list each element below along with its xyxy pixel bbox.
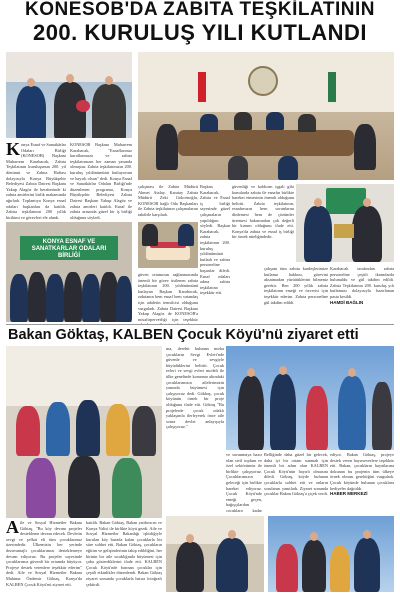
photo-meeting-room [138, 52, 394, 180]
article2-col2-text: katıldı. Bakan Göktaş, Bakan yardımcısı ve Konya Valisi ile birlikte köyü gezdi. Aile ve Sosyal Hizmetler Bakanlığı işbirliğiyle kurulan köy burada kalan çocuklarla bir süre sohbet etti. Bakan Göktaş, çocukların eğitim ve gelişimlerinin takip edildiğini, her birinin bir aile sıcaklığında büyümesi için çaba gösterdiklerini ifade etti. KALBEN Çocuk Köyü'nde barınan çocuklar için çeşitli etkinlikler düzenlendi. Bakan Göktaş ziyaret sonunda çocuklarla hatıra fotoğrafı çektirdi. [86, 520, 162, 587]
photo-minister-speech [166, 516, 264, 592]
headline-line-2: 200. KURULUŞ YILI KUTLANDI [32, 20, 368, 45]
article1-column-8 [330, 266, 394, 324]
article2-col6-text: ediyor. Bakan Göktaş, projeye destek veren hayırseverlere teşekkür etti. Bakan, çocukların hayatlarına dokunan bu projenin tüm ülkeye örnek olması gerektiğini vurguladı. Çocuk köyünde bulunan çocuklara hediyeler dağıtıldı. [330, 452, 394, 491]
article2-col5-text: Belliğinde daha güzel bir gelecek, daha iyi bir ortam sunmak için önemli bir adım olan KALBEN Çocuk Köyü'nün hayırlı olmasını diledi. Göktaş, köyde bulunan çocuklarla sohbet etti ve onların sorularını yanıtladı. Ziyaret sonunda çocuklar Bakan Göktaş'a çiçek verdi. [264, 452, 328, 497]
article1-column-4 [200, 184, 230, 324]
article1-column-3 [138, 184, 198, 220]
article1-col7-text: çalışanı tüm zabıta kardeşlerimize kutlama hakkını, görevini aksatmadan yürüttüklerini bilmeniz gerekir. Ben 200 yıllık zabıta teşkilatının emeği ve özverisi için teşekkür ederim. Zabıta personeline gül takdim edildi. [264, 266, 328, 305]
article1-column-7 [264, 266, 328, 324]
article1-col4-text: Başkan Karabacak, Zabıta ve Esnaf iş birliği sayesinde güzel çalışmaların yapıldığını söyledi. Başkan Karabacak, zabıta teşkilatının 200. kuruluş yıldönümünü kutladı ve zabıta personeline başarılar diledi. Esnaf odaları adına zabıta teşkilatına teşekkür etti. [200, 184, 230, 296]
article1-column-6 [138, 272, 198, 324]
article2-signature: HABER MERKEZİ [330, 491, 368, 497]
article1-col5-text: güvenliği ve kaldırım işgali gibi konularda zabıta ile esnafın birlikte hareket etmesinin önemli olduğunu belirtti. Zabıta teşkilatının, esnafımızın hem sorunlarını dinlemesi hem de çözümler üretmesi bakımından çok değerli bir kurum olduğunu ifade etti. Konya'da zabıta ve esnaf iş birliği bir örnek niteliğindedir. [232, 184, 294, 240]
article1-col2-text: KONESOB Başkanı Muharrem Karabacak, "Esnaflarımız kurallarımıza ve zabıta teşkilatımızın her zaman yanında olmuştur. Zabıta teşkilatımızın 200. kuruluş yıldönümünü kutluyorum ve hayırlı olsun" dedi. Konya Esnaf ve Sanatkârlar Odaları Birliği'nde düzenlenen programa, Konya Büyükşehir Belediyesi Zabıta Dairesi Başkanı Yakup Alagöz ve zabıta amirleri katıldı. Esnaf ile zabıta arasında güzel bir iş birliği olduğunu söyledi. [70, 142, 132, 220]
article1-col1-text: onya Esnaf ve Sanatkârlar Odaları Birliği (KONESOB) Başkanı Muharrem Karabacak, Zabıta Teşkilatının kuruluşunun 200. yıl dönümü ve Zabıta Haftası dolayısıyla Konya Büyükşehir Belediyesi Zabıta Dairesi Başkanı Yakup Alagöz ile beraberinde ki zabıta amirlerini birlik makamında ağırladı. Toplantıya Konya esnaf odaları başkanları da katıldı. Zabıta teşkilatının 200 yıllık birikimi ve görevleri ele alındı. [6, 142, 66, 220]
headline-line-1: KONESOB'DA ZABITA TEŞKİLATININ [25, 0, 375, 20]
photo-minister-visit [226, 346, 394, 450]
article2-column-1 [6, 520, 82, 592]
article2-dropcap: A [6, 520, 19, 537]
photo-cake-cutting [138, 222, 198, 268]
article2-column-2 [86, 520, 162, 592]
photo-plaque-presentation [296, 184, 394, 262]
article1-col8-text: Karabacak tarafından zabıta personeline çeşitli ikramlarda bulunuldu ve gül takdim edildi. Zabıta Teşkilatının 200. kuruluş yılı kutlaması dolayısıyla hazırlanan pasta kesildi. [330, 266, 394, 299]
article1-col3-text: çalışması ile Zabıta Müdürü Ahmet Atalay, Karatay Zabıta Müdürü Zeki Gökcenoğlu, KONESOB bağlı Oda Başkanları ile Zabıta teşkilatının çalışmalarını takdirle karşıladı. [138, 184, 198, 217]
article1-col6-text: güven ortamının sağlanmasında önemli bir görev üstlenen zabıta teşkilatının 200. yıldönümünü kutlayan Başkan Karabacak, zabıtanın hem esnaf hem vatandaş için adaletin temsilcisi olduğunu vurguladı. Zabıta Dairesi Başkanı Yakup Alagöz de KONESOB'a misafirperverliği için teşekkür [138, 272, 198, 322]
article2-col4-text: ve savunmaya hazır olan sivil toplum ve özel sektörümüz ile birlikte çalışıyoruz. Çocuklarımızın geleceği için birlikte hareket ediyoruz. Çocuk Köyü'nde emeği geçen, bağışçılardan çocuklara kadar [226, 452, 262, 512]
photo-flower-presentation [6, 52, 132, 138]
article2-col1-text: ile ve Sosyal Hizmetler Bakanı Göktaş, "Bu köy devam projeler destekleme devam edecek. Devletin sevgi ve şefkat eli tüm çocuklarımız üzerindedir. Ülkemizin her yerinde dezavantajlı çocuklarımızı desteklemeye devam ediyoruz. Bu projeler sayesinde çocuklarımız güvenli bir ortamda büyüyor. Projeye destek verenlere teşekkür ederim" dedi. Aile ve Sosyal Hizmetler Bakanı Mahinur Özdemir Göktaş, Konya'da KALBEN Çocuk Köyü'nü ziyaret etti. [6, 520, 82, 587]
article2-col3-text: ma, derebit bulunan mirka çocukların Sevgi Evleri'nde güvenle ve sevgiyle büyüdüklerini belirtti. Çocuk evleri ve sevgi evleri modeli ile ülke genelinde korunma altındaki çocuklarımızın ailelerimizin yanında büyümesi için çalışıyoruz dedi. Gökbaş, çocuk köyünün örnek bir proje olduğunu ifade etti. Göktaş "Bu projelerde çocuk odaklı yaklaşımla ilerleyerek önce aile sonra devlet anlayışıyla çalışıyoruz." [166, 346, 224, 430]
headline-article-2: Bakan Göktaş, KALBEN Çocuk Köyü'nü ziyaret etti [8, 327, 359, 343]
konesob-signboard: KONYA ESNAF VE SANATKARLAR ODALARI BİRLİĞİ [20, 236, 118, 260]
photo-group-building [6, 222, 132, 322]
article1-signature: HAMDİ BAĞLIN [330, 299, 364, 305]
section-divider [6, 324, 394, 325]
article2-column-4 [226, 452, 262, 512]
article1-dropcap: K [6, 142, 21, 159]
article2-column-5 [264, 452, 328, 512]
photo-children-group [6, 346, 162, 518]
article2-column-6 [330, 452, 394, 512]
photo-children-outdoor [268, 516, 394, 592]
article2-column-3 [166, 346, 224, 512]
